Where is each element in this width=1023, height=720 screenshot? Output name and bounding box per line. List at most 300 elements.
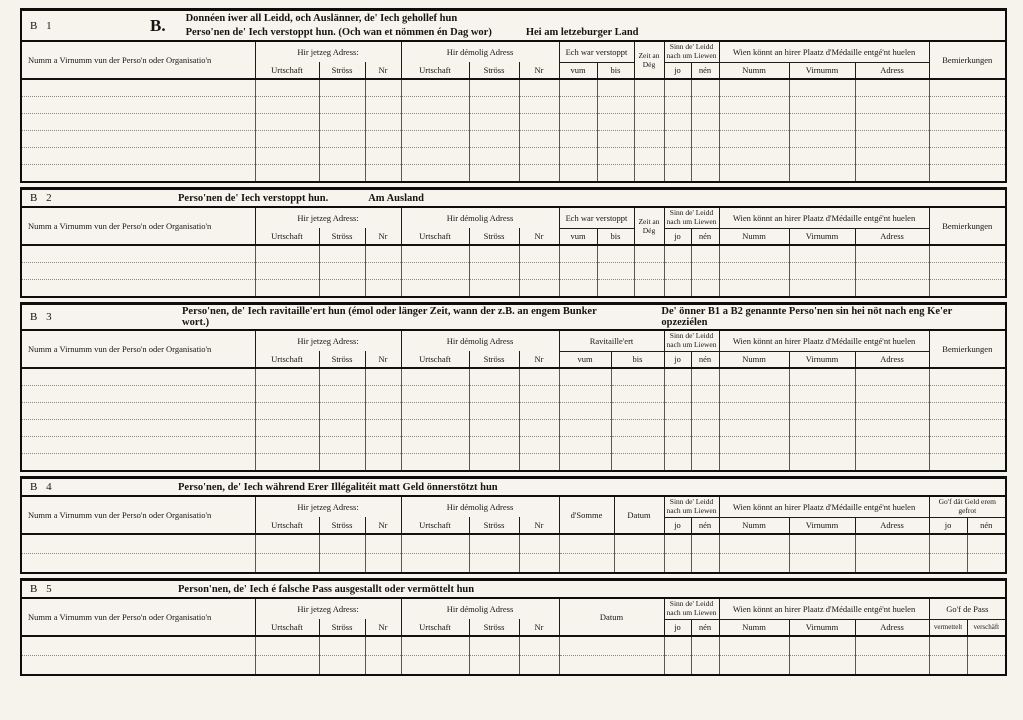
- blank-cell: [789, 534, 855, 553]
- blank-cell: [401, 164, 469, 181]
- blank-cell: [664, 79, 691, 96]
- blank-cell: [664, 245, 691, 262]
- blank-cell: [611, 368, 664, 385]
- subcol-numm: Numm: [719, 228, 789, 245]
- blank-cell: [401, 262, 469, 279]
- section-b3-header: [22, 305, 1005, 331]
- subcol-numm: Numm: [719, 619, 789, 636]
- blank-cell: [519, 402, 559, 419]
- col-current-address: Hir jetzeg Adress:: [255, 599, 401, 619]
- blank-cell: [597, 79, 634, 96]
- col-current-address: Hir jetzeg Adress:: [255, 208, 401, 228]
- blank-cell: [559, 279, 597, 296]
- blank-cell: [401, 436, 469, 453]
- blank-cell: [789, 655, 855, 674]
- blank-cell: [664, 402, 691, 419]
- subcol-jo: jo: [664, 517, 691, 534]
- subcol-bis: bis: [597, 228, 634, 245]
- blank-cell: [664, 96, 691, 113]
- col-medal-recipient: Wien könnt an hirer Plaatz d'Médaille entgé'nt huelen: [719, 42, 929, 62]
- table-row: [22, 553, 1005, 572]
- col-hidden-period: Ech war verstoppt: [559, 42, 634, 62]
- col-hidden-period: Ech war verstoppt: [559, 208, 634, 228]
- blank-cell: [365, 636, 401, 655]
- blank-cell: [519, 262, 559, 279]
- blank-cell: [319, 96, 365, 113]
- blank-cell: [719, 368, 789, 385]
- blank-cell: [855, 79, 929, 96]
- blank-cell: [929, 419, 1005, 436]
- blank-cell: [559, 636, 664, 655]
- blank-cell: [719, 164, 789, 181]
- col-time-days: Zeit an Dég: [634, 42, 664, 79]
- col-medal-recipient: Wien könnt an hirer Plaatz d'Médaille entgé'nt huelen: [719, 331, 929, 351]
- col-money-returned: Go'f dät Geld erem gefrot: [929, 497, 1005, 517]
- blank-cell: [691, 453, 719, 470]
- blank-cell: [691, 262, 719, 279]
- subcol-nen: nén: [691, 62, 719, 79]
- subcol-urtschaft: Urtschaft: [401, 351, 469, 368]
- subcol-virnumm: Virnumm: [789, 351, 855, 368]
- section-b4: [20, 476, 1007, 574]
- blank-cell: [664, 147, 691, 164]
- blank-cell: [855, 453, 929, 470]
- blank-cell: [559, 368, 611, 385]
- blank-cell: [519, 385, 559, 402]
- blank-cell: [559, 453, 611, 470]
- section-title-continued: De' önner B1 a B2 genannte Perso'nen sin hei nöt nach eng Ke'er opzeziélen: [661, 306, 953, 329]
- blank-cell: [319, 262, 365, 279]
- blank-cell: [319, 245, 365, 262]
- col-name: Numm a Virnumm vun der Perso'n oder Organisatio'n: [28, 221, 212, 232]
- blank-cell: [929, 96, 1005, 113]
- blank-cell: [559, 385, 611, 402]
- subcol-nr: Nr: [519, 619, 559, 636]
- section-b5-header: [22, 581, 1005, 599]
- subcol-urtschaft: Urtschaft: [401, 62, 469, 79]
- blank-cell: [719, 534, 789, 553]
- blank-cell: [365, 453, 401, 470]
- blank-cell: [255, 534, 319, 553]
- blank-cell: [664, 279, 691, 296]
- blank-cell: [719, 402, 789, 419]
- table-row: [22, 279, 1005, 296]
- blank-cell: [664, 130, 691, 147]
- subcol-jo: jo: [664, 619, 691, 636]
- blank-cell: [719, 113, 789, 130]
- table-row: [22, 655, 1005, 674]
- blank-cell: [22, 368, 255, 385]
- col-former-address: Hir démolig Adress: [401, 599, 559, 619]
- blank-cell: [597, 279, 634, 296]
- blank-cell: [719, 436, 789, 453]
- blank-cell: [929, 368, 1005, 385]
- blank-cell: [611, 453, 664, 470]
- subcol-numm: Numm: [719, 351, 789, 368]
- subcol-nen: nén: [691, 351, 719, 368]
- blank-cell: [664, 453, 691, 470]
- blank-cell: [929, 79, 1005, 96]
- blank-cell: [365, 655, 401, 674]
- blank-cell: [719, 453, 789, 470]
- col-sum: d'Somme: [559, 497, 614, 534]
- blank-cell: [365, 130, 401, 147]
- blank-cell: [789, 147, 855, 164]
- col-medal-recipient: Wien könnt an hirer Plaatz d'Médaille entgé'nt huelen: [719, 599, 929, 619]
- blank-cell: [611, 419, 664, 436]
- section-subtitle: Am Ausland: [368, 192, 424, 204]
- blank-cell: [559, 402, 611, 419]
- blank-cell: [519, 534, 559, 553]
- blank-cell: [855, 164, 929, 181]
- blank-cell: [691, 436, 719, 453]
- subcol-stross: Ströss: [319, 619, 365, 636]
- blank-cell: [634, 164, 664, 181]
- subcol-stross: Ströss: [469, 351, 519, 368]
- blank-cell: [22, 245, 255, 262]
- blank-cell: [789, 130, 855, 147]
- blank-cell: [319, 368, 365, 385]
- blank-cell: [691, 147, 719, 164]
- blank-cell: [365, 534, 401, 553]
- blank-cell: [401, 130, 469, 147]
- col-former-address: Hir démolig Adress: [401, 497, 559, 517]
- blank-cell: [401, 245, 469, 262]
- col-remarks: Bemierkungen: [929, 208, 1005, 245]
- blank-cell: [789, 453, 855, 470]
- blank-cell: [469, 402, 519, 419]
- blank-cell: [789, 385, 855, 402]
- blank-cell: [469, 130, 519, 147]
- blank-cell: [469, 553, 519, 572]
- blank-cell: [319, 655, 365, 674]
- blank-cell: [319, 385, 365, 402]
- blank-cell: [789, 262, 855, 279]
- blank-cell: [719, 279, 789, 296]
- title-line-1: Donnéen iwer all Leidd, och Auslänner, de' Iech gehollef hun: [185, 13, 458, 24]
- subcol-adress: Adress: [855, 62, 929, 79]
- blank-cell: [597, 245, 634, 262]
- blank-cell: [719, 245, 789, 262]
- table-row: [22, 385, 1005, 402]
- blank-cell: [469, 113, 519, 130]
- blank-cell: [519, 245, 559, 262]
- subcol-adress: Adress: [855, 517, 929, 534]
- table-row: [22, 147, 1005, 164]
- blank-cell: [319, 553, 365, 572]
- blank-cell: [719, 79, 789, 96]
- section-label: B 3: [30, 311, 55, 324]
- blank-cell: [789, 245, 855, 262]
- blank-cell: [255, 553, 319, 572]
- subcol-vum: vum: [559, 351, 611, 368]
- subcol-jo: jo: [929, 517, 967, 534]
- blank-cell: [855, 385, 929, 402]
- blank-cell: [255, 436, 319, 453]
- blank-cell: [614, 553, 664, 572]
- blank-cell: [789, 636, 855, 655]
- blank-cell: [469, 385, 519, 402]
- subcol-nr: Nr: [519, 351, 559, 368]
- table-row: [22, 130, 1005, 147]
- blank-cell: [22, 636, 255, 655]
- blank-cell: [469, 245, 519, 262]
- blank-cell: [469, 534, 519, 553]
- blank-cell: [855, 130, 929, 147]
- subcol-nr: Nr: [365, 619, 401, 636]
- blank-cell: [789, 96, 855, 113]
- blank-cell: [401, 534, 469, 553]
- blank-cell: [365, 113, 401, 130]
- blank-cell: [401, 453, 469, 470]
- subcol-adress: Adress: [855, 619, 929, 636]
- blank-cell: [401, 368, 469, 385]
- blank-cell: [719, 130, 789, 147]
- blank-cell: [365, 553, 401, 572]
- col-time-days: Zeit an Dég: [634, 208, 664, 245]
- section-title: Perso'nen, de' Iech ravitaille'ert hun (émol oder länger Zeit, wann der z.B. an engem Bunker wort.): [182, 306, 597, 329]
- blank-cell: [469, 79, 519, 96]
- blank-cell: [929, 453, 1005, 470]
- blank-cell: [719, 262, 789, 279]
- blank-cell: [255, 279, 319, 296]
- subcol-stross: Ströss: [319, 62, 365, 79]
- table-row: [22, 436, 1005, 453]
- subcol-nr: Nr: [365, 351, 401, 368]
- blank-cell: [365, 368, 401, 385]
- blank-cell: [929, 262, 1005, 279]
- blank-cell: [365, 79, 401, 96]
- subcol-jo: jo: [664, 62, 691, 79]
- col-still-alive: Sinn de' Leidd nach um Liewen: [664, 208, 719, 228]
- blank-cell: [691, 402, 719, 419]
- blank-cell: [365, 419, 401, 436]
- blank-cell: [401, 655, 469, 674]
- blank-cell: [611, 385, 664, 402]
- blank-cell: [929, 636, 967, 655]
- blank-cell: [855, 402, 929, 419]
- blank-cell: [967, 636, 1005, 655]
- blank-cell: [691, 130, 719, 147]
- col-current-address: Hir jetzeg Adress:: [255, 42, 401, 62]
- blank-cell: [719, 419, 789, 436]
- blank-cell: [401, 402, 469, 419]
- blank-cell: [401, 553, 469, 572]
- blank-cell: [634, 113, 664, 130]
- blank-cell: [929, 655, 967, 674]
- table-row: [22, 453, 1005, 470]
- col-remarks: Bemierkungen: [929, 42, 1005, 79]
- blank-cell: [929, 130, 1005, 147]
- table-row: [22, 96, 1005, 113]
- blank-cell: [855, 534, 929, 553]
- blank-cell: [789, 113, 855, 130]
- blank-cell: [789, 79, 855, 96]
- blank-cell: [691, 636, 719, 655]
- col-name: Numm a Virnumm vun der Perso'n oder Organisatio'n: [28, 612, 212, 623]
- col-date: Datum: [614, 497, 664, 534]
- blank-cell: [469, 419, 519, 436]
- blank-cell: [664, 419, 691, 436]
- blank-cell: [22, 453, 255, 470]
- col-still-alive: Sinn de' Leidd nach um Liewen: [664, 331, 719, 351]
- section-label: B 5: [30, 583, 55, 596]
- subcol-virnumm: Virnumm: [789, 619, 855, 636]
- blank-cell: [365, 96, 401, 113]
- blank-cell: [634, 245, 664, 262]
- blank-cell: [559, 436, 611, 453]
- blank-cell: [789, 368, 855, 385]
- blank-cell: [519, 453, 559, 470]
- blank-cell: [365, 245, 401, 262]
- blank-cell: [967, 534, 1005, 553]
- blank-cell: [664, 436, 691, 453]
- blank-cell: [559, 245, 597, 262]
- col-medal-recipient: Wien könnt an hirer Plaatz d'Médaille entgé'nt huelen: [719, 208, 929, 228]
- blank-cell: [691, 385, 719, 402]
- col-name: Numm a Virnumm vun der Perso'n oder Organisatio'n: [28, 344, 212, 355]
- subcol-nen: nén: [691, 619, 719, 636]
- blank-cell: [634, 279, 664, 296]
- blank-cell: [255, 147, 319, 164]
- subcol-vermettelt: vermettelt: [929, 619, 967, 636]
- blank-cell: [929, 147, 1005, 164]
- table-b5: [22, 599, 1005, 674]
- blank-cell: [559, 130, 597, 147]
- blank-cell: [855, 636, 929, 655]
- blank-cell: [255, 96, 319, 113]
- blank-cell: [365, 385, 401, 402]
- subcol-stross: Ströss: [469, 62, 519, 79]
- table-row: [22, 245, 1005, 262]
- blank-cell: [22, 262, 255, 279]
- table-row: [22, 113, 1005, 130]
- blank-cell: [319, 130, 365, 147]
- col-current-address: Hir jetzeg Adress:: [255, 331, 401, 351]
- blank-cell: [519, 436, 559, 453]
- blank-cell: [365, 164, 401, 181]
- blank-cell: [22, 130, 255, 147]
- subcol-numm: Numm: [719, 517, 789, 534]
- subcol-urtschaft: Urtschaft: [255, 619, 319, 636]
- blank-cell: [22, 279, 255, 296]
- blank-cell: [929, 164, 1005, 181]
- blank-cell: [691, 655, 719, 674]
- blank-cell: [691, 534, 719, 553]
- blank-cell: [664, 553, 691, 572]
- blank-cell: [559, 419, 611, 436]
- blank-cell: [855, 419, 929, 436]
- section-letter: B.: [150, 15, 166, 35]
- blank-cell: [789, 402, 855, 419]
- subcol-adress: Adress: [855, 351, 929, 368]
- col-remarks: Bemierkungen: [929, 331, 1005, 368]
- blank-cell: [664, 368, 691, 385]
- blank-cell: [469, 164, 519, 181]
- col-still-alive: Sinn de' Leidd nach um Liewen: [664, 497, 719, 517]
- blank-cell: [789, 164, 855, 181]
- subcol-nen: nén: [967, 517, 1005, 534]
- blank-cell: [401, 147, 469, 164]
- subcol-jo: jo: [664, 228, 691, 245]
- blank-cell: [255, 164, 319, 181]
- subcol-virnumm: Virnumm: [789, 517, 855, 534]
- blank-cell: [255, 245, 319, 262]
- blank-cell: [319, 113, 365, 130]
- blank-cell: [22, 402, 255, 419]
- blank-cell: [469, 96, 519, 113]
- blank-cell: [469, 636, 519, 655]
- blank-cell: [255, 385, 319, 402]
- blank-cell: [855, 553, 929, 572]
- subcol-vum: vum: [559, 62, 597, 79]
- blank-cell: [365, 402, 401, 419]
- blank-cell: [611, 436, 664, 453]
- subcol-nen: nén: [691, 228, 719, 245]
- blank-cell: [22, 96, 255, 113]
- subcol-bis: bis: [597, 62, 634, 79]
- subcol-stross: Ströss: [469, 517, 519, 534]
- blank-cell: [519, 636, 559, 655]
- blank-cell: [929, 113, 1005, 130]
- subcol-urtschaft: Urtschaft: [401, 619, 469, 636]
- blank-cell: [255, 636, 319, 655]
- blank-cell: [559, 147, 597, 164]
- blank-cell: [634, 147, 664, 164]
- blank-cell: [519, 279, 559, 296]
- table-b3: [22, 331, 1005, 470]
- blank-cell: [255, 130, 319, 147]
- blank-cell: [789, 279, 855, 296]
- blank-cell: [255, 262, 319, 279]
- section-b2: [20, 187, 1007, 298]
- section-b1-header: [22, 11, 1005, 42]
- blank-cell: [469, 279, 519, 296]
- subcol-numm: Numm: [719, 62, 789, 79]
- blank-cell: [855, 279, 929, 296]
- blank-cell: [319, 279, 365, 296]
- blank-cell: [519, 96, 559, 113]
- col-medal-recipient: Wien könnt an hirer Plaatz d'Médaille entgé'nt huelen: [719, 497, 929, 517]
- subcol-vum: vum: [559, 228, 597, 245]
- col-supplied-period: Ravitaille'ert: [559, 331, 664, 351]
- blank-cell: [967, 655, 1005, 674]
- blank-cell: [365, 262, 401, 279]
- table-row: [22, 79, 1005, 96]
- blank-cell: [855, 96, 929, 113]
- blank-cell: [319, 147, 365, 164]
- blank-cell: [22, 79, 255, 96]
- blank-cell: [664, 385, 691, 402]
- col-former-address: Hir démolig Adress: [401, 331, 559, 351]
- table-row: [22, 262, 1005, 279]
- col-still-alive: Sinn de' Leidd nach um Liewen: [664, 42, 719, 62]
- blank-cell: [401, 113, 469, 130]
- blank-cell: [691, 245, 719, 262]
- col-date: Datum: [559, 599, 664, 636]
- blank-cell: [401, 279, 469, 296]
- blank-cell: [469, 655, 519, 674]
- blank-cell: [691, 419, 719, 436]
- blank-cell: [401, 79, 469, 96]
- blank-cell: [855, 368, 929, 385]
- subcol-urtschaft: Urtschaft: [255, 517, 319, 534]
- blank-cell: [519, 164, 559, 181]
- blank-cell: [597, 262, 634, 279]
- subcol-adress: Adress: [855, 228, 929, 245]
- blank-cell: [22, 655, 255, 674]
- section-b2-header: [22, 190, 1005, 208]
